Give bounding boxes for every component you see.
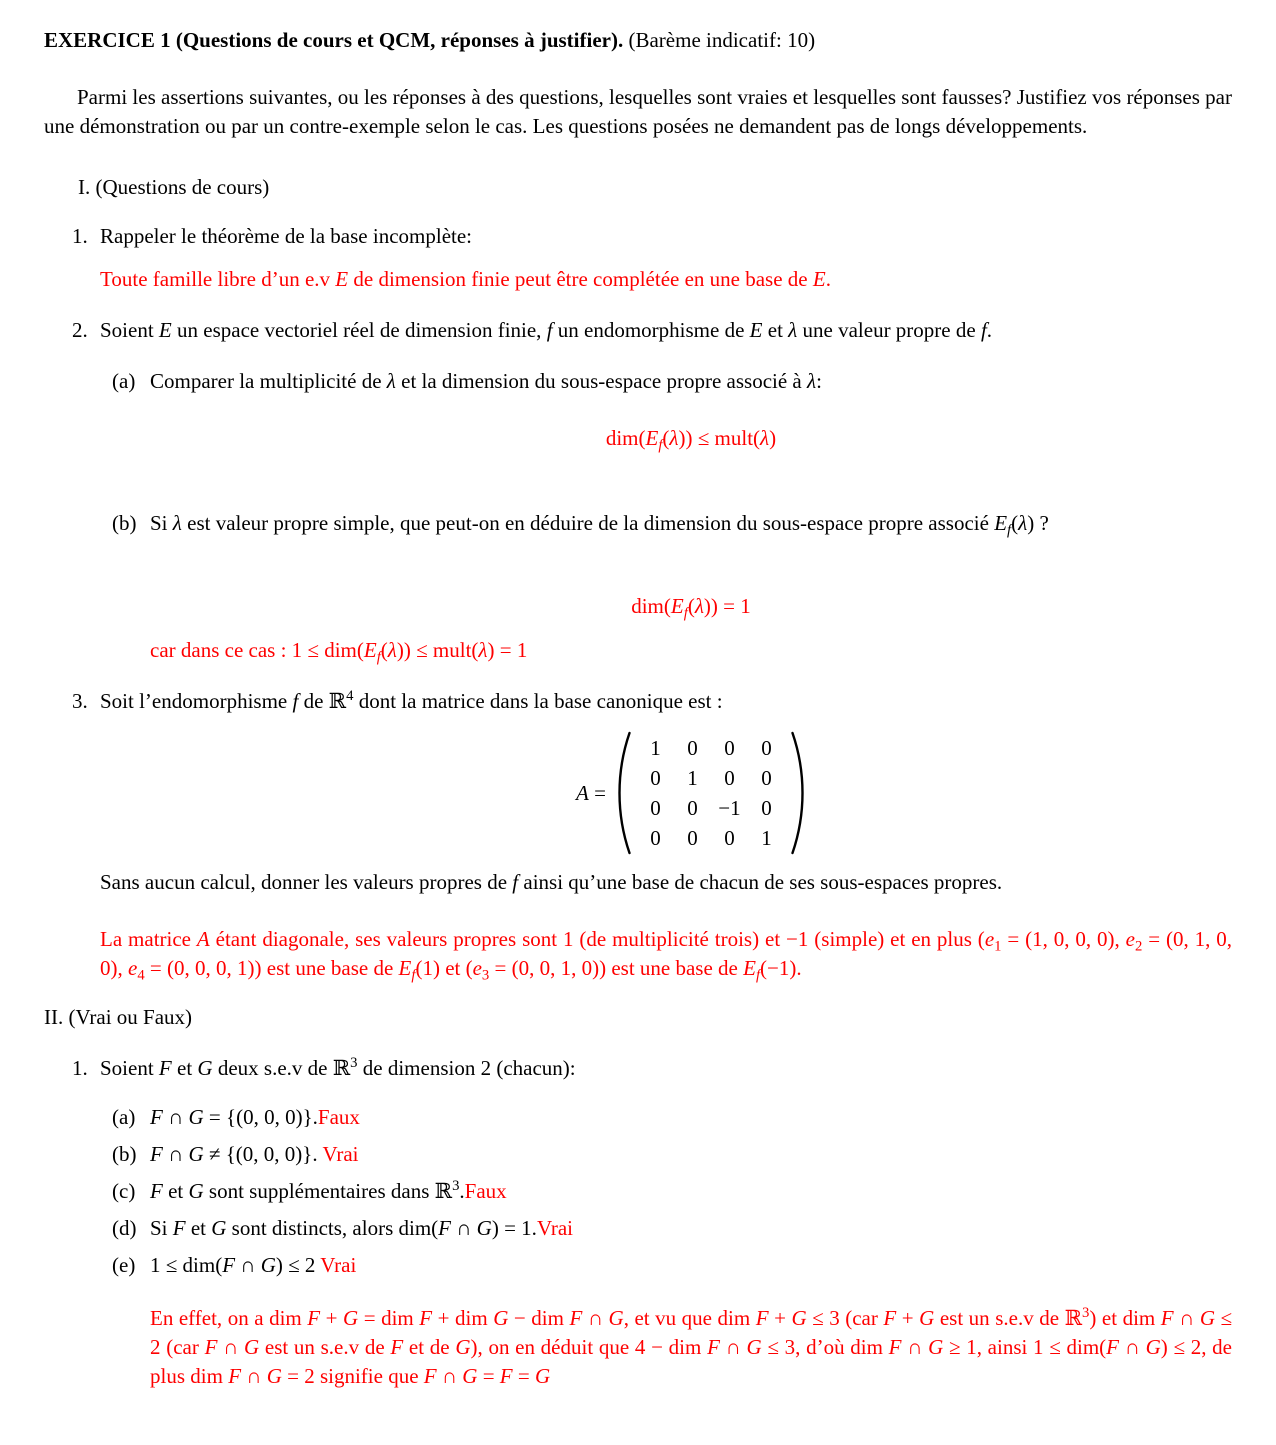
formula-dim-leq-mult: $dim(E_f(\lambda))$ ≤ mult(λ) xyxy=(605,426,777,454)
formula-dim-eq-1: $dim(E_f(\lambda)) = 1$ xyxy=(631,594,751,622)
matrix-grid: 1 0 0 0 0 1 0 0 0 0 −1 0 0 0 0 1 xyxy=(650,735,772,850)
section-heading-1: I. (Questions de cours) xyxy=(78,175,270,199)
question-2a-text: Comparer la multiplicité de λ et la dimension du sous-espace propre associé à λ: xyxy=(150,369,822,393)
question-3 xyxy=(72,687,1232,716)
item-d-text: Si F et G sont distincts, alors dim(F ∩ G) = 1.Vrai xyxy=(150,1216,573,1240)
answer-3: La matrice A étant diagonale, ses valeurs propres sont 1 (de multiplicité trois) et −1 (simple) et en plus ($e_1 = (1$, 0, 0, 0), $e_2 = (0$, 1, 0, 0), $e_4 = (0$, 0, 0, 1)) est une base de $E_f(1)$ et ($e_3 = (0$, 0, 1, 0)) est une base de $E_f(-1)$. xyxy=(100,927,1232,984)
matrix-label: A = xyxy=(576,780,606,805)
item-c-text: F et G sont supplémentaires dans ℝ$^3$.Faux xyxy=(150,1177,507,1203)
question-II-1-text: Soient F et G deux s.e.v de ℝ$^3$ de dimension 2 (chacun): xyxy=(100,1054,576,1080)
item-e xyxy=(112,1251,1232,1280)
item-a xyxy=(112,1103,1232,1132)
answer-2b-note: car dans ce cas : $1 \le dim(E_f(\lambda))$ ≤ mult(λ) = 1 xyxy=(150,638,528,666)
intro-paragraph: Parmi les assertions suivantes, ou les réponses à des questions, lesquelles sont vraies et lesquelles sont fausses? Justifiez vos réponses par une démonstration ou par un contre-exemple selon le cas. Les questions posées ne demandent pas de longs développements. xyxy=(44,85,1232,138)
question-3-instruction: Sans aucun calcul, donner les valeurs propres de f ainsi qu’une base de chacun de ses sous-espaces propres. xyxy=(100,870,1003,894)
item-b-marker: (b) xyxy=(112,1142,137,1166)
question-2-marker: 2. xyxy=(72,318,88,342)
item-a-marker: (a) xyxy=(112,1105,136,1129)
item-e-text: 1 ≤ dim(F ∩ G) ≤ 2 Vrai xyxy=(150,1253,357,1277)
question-2a xyxy=(112,367,1232,396)
item-b xyxy=(112,1140,1232,1169)
question-3-marker: 3. xyxy=(72,689,88,713)
question-II-1-marker: 1. xyxy=(72,1056,88,1080)
matrix-block xyxy=(150,730,1232,856)
question-1-marker: 1. xyxy=(72,224,88,248)
item-b-text: F ∩ G ≠ {(0, 0, 0)}. Vrai xyxy=(150,1142,359,1166)
question-2-text: Soient E un espace vectoriel réel de dimension finie, f un endomorphisme de E et λ une valeur propre de f. xyxy=(100,318,993,342)
matrix-left-paren xyxy=(616,730,632,856)
matrix-A xyxy=(576,730,806,856)
exercise-title: EXERCICE 1 (Questions de cours et QCM, réponses à justifier). (Barème indicatif: 10) xyxy=(44,28,816,52)
item-c-marker: (c) xyxy=(112,1179,136,1203)
item-e-marker: (e) xyxy=(112,1253,136,1277)
question-2 xyxy=(72,316,1232,345)
question-2a-marker: (a) xyxy=(112,369,136,393)
question-II-1 xyxy=(72,1054,1232,1083)
question-1-text: Rappeler le théorème de la base incomplète: xyxy=(100,224,473,248)
item-d xyxy=(112,1214,1232,1243)
answer-II: En effet, on a dim F + G = dim F + dim G − dim F ∩ G, et vu que dim F + G ≤ 3 (car F + G est un s.e.v de ℝ$^3$) et dim F ∩ G ≤ 2 (car F ∩ G est un s.e.v de F et de G), on en déduit que 4 − dim F ∩ G ≤ 3, d’où dim F ∩ G ≥ 1, ainsi 1 ≤ dim(F ∩ G) ≤ 2, de plus dim F ∩ G = 2 signifie que F ∩ G = F = G xyxy=(150,1304,1233,1388)
question-2b xyxy=(112,509,1232,538)
question-2b-marker: (b) xyxy=(112,511,137,535)
section-heading-2: II. (Vrai ou Faux) xyxy=(44,1005,193,1029)
item-d-marker: (d) xyxy=(112,1216,137,1240)
matrix-right-paren xyxy=(790,730,806,856)
question-2b-text: Si λ est valeur propre simple, que peut-on en déduire de la dimension du sous-espace propre associé $E_f(\lambda)$ ? xyxy=(150,511,1049,539)
item-c xyxy=(112,1177,1232,1206)
question-3-text: Soit l’endomorphisme f de ℝ$^4$ dont la matrice dans la base canonique est : xyxy=(100,687,723,713)
question-1 xyxy=(72,222,1232,251)
answer-1: Toute famille libre d’un e.v E de dimension finie peut être complétée en une base de E. xyxy=(100,267,831,291)
item-a-text: F ∩ G = {(0, 0, 0)}.Faux xyxy=(150,1105,360,1129)
